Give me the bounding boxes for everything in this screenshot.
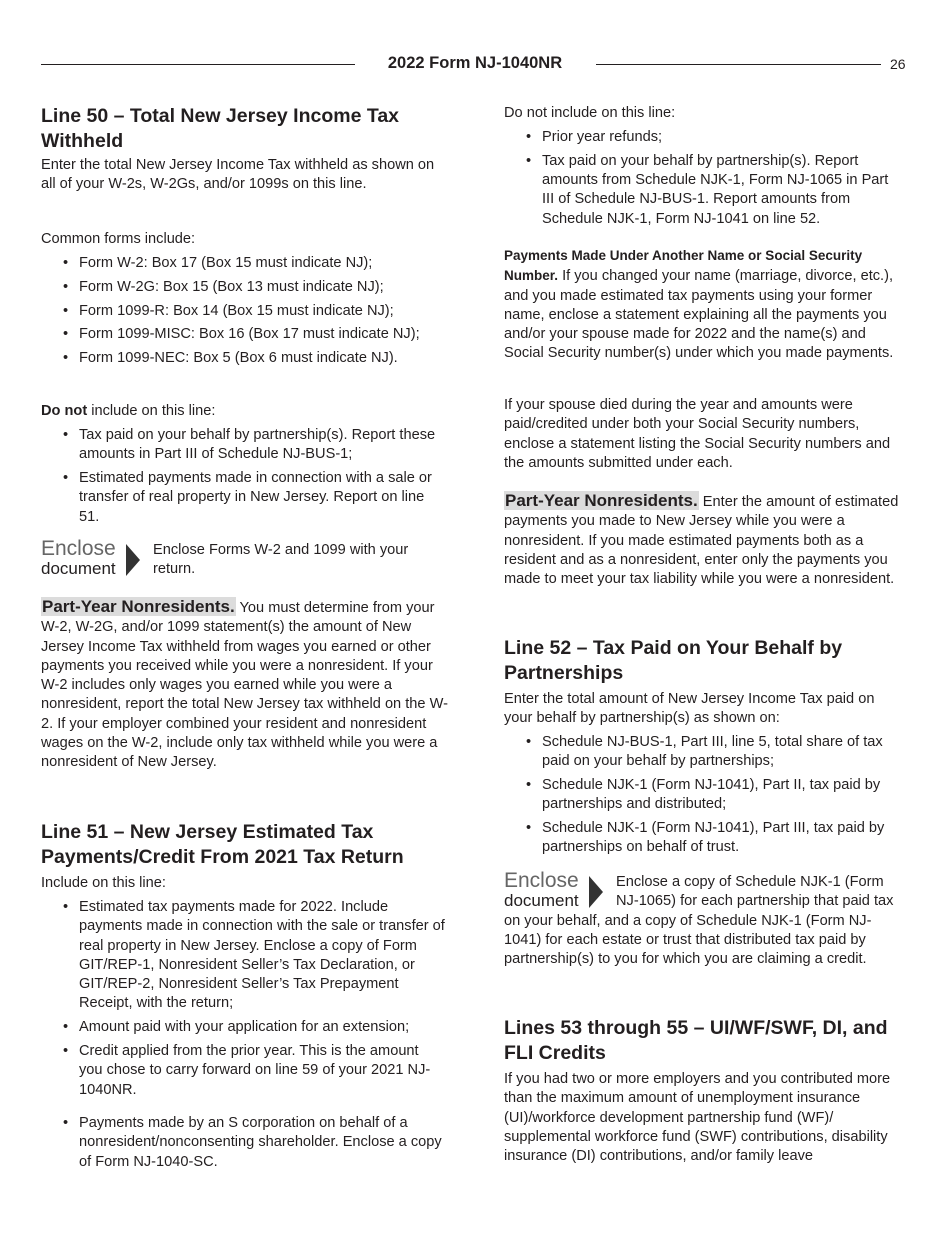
list-item: • Estimated payments made in connection with a sale or transfer of real property in New Jersey. Report on line 51. [79, 469, 446, 527]
list-item: • Tax paid on your behalf by partnership(s). Report these amounts in Part III of Schedule NJ-BUS-1; [79, 426, 446, 465]
icon-text: Enclose [41, 537, 116, 560]
icon-text: document [504, 891, 579, 910]
spouse-paragraph: If your spouse died during the year and amounts were paid/credited under both your Social Security numbers, enclose a statement listing the Social Security numbers and the amounts submitted under each. [504, 397, 891, 471]
list-item: • Estimated tax payments made for 2022. Include payments made in connection with the sale or transfer of real property in New Jersey. Enclose a copy of Form GIT/REP-1, Nonresident Seller’s Tax Declaration, or GIT/REP-2, Nonresident Seller’s Tax Prepayment Receipt, with the return; [79, 898, 446, 1014]
list-item: • Form W-2G: Box 15 (Box 13 must indicate NJ); [79, 278, 446, 297]
line51-exclusions [504, 128, 900, 233]
list-item: • Form 1099-R: Box 14 (Box 15 must indicate NJ); [79, 302, 446, 321]
section-heading: Line 52 – Tax Paid on Your Behalf by Partnerships [504, 637, 843, 684]
enclose-document-icon [41, 537, 153, 581]
list-item: • Schedule NJK-1 (Form NJ-1041), Part II, tax paid by partnerships and distributed; [542, 776, 900, 815]
section-heading: Lines 53 through 55 – UI/WF/SWF, DI, and FLI Credits [504, 1017, 888, 1064]
line52-heading-block [504, 636, 899, 685]
icon-text: document [41, 559, 116, 578]
donot-bold: Do not [41, 403, 88, 419]
part-year-text: Enter the amount of estimated payments you made to New Jersey while you were a nonresident. If you made estimated payments both as a resident and as a nonresident, enter only the payments you made to meet your tax liability while you were a nonresident. [504, 494, 899, 588]
list-item: • Form W-2: Box 17 (Box 15 must indicate NJ); [79, 254, 446, 273]
other-name-text: If you changed your name (marriage, divorce, etc.), and you made estimated tax payments using your former name, enclose a statement explaining all the payments you and/or your spouse made for 2022 and the name(s) and Social Security number(s) under which you made payments. [504, 268, 894, 362]
line50-common: Common forms include: [41, 231, 196, 247]
line51-intro: Include on this line: [41, 875, 166, 891]
enclose-text: Enclose a copy of Schedule NJK-1 (Form NJ-1065) for each partnership that paid tax on your behalf, and a copy of Schedule NJK-1 (Form NJ-1041) for each estate or trust that distributed tax paid by partnership(s) to you for which you are claiming a credit. [504, 874, 894, 968]
other-name-label: Payments Made Under Another Name or Social Security Number. [504, 248, 863, 284]
list-item: • Schedule NJ-BUS-1, Part III, line 5, total share of tax paid on your behalf by partnerships; [542, 733, 900, 772]
list-item: • Amount paid with your application for an extension; [79, 1018, 446, 1037]
part-year-text: You must determine from your W-2, W-2G, and/or 1099 statement(s) the amount of New Jersey Income Tax withheld from wages you earned or other payments you received while you were a nonresident. If your W-2 includes only wages you earned while you were a nonresident, report the total New Jersey tax withheld on the W-2. If your employer combined your resident and nonresident wages on the W-2, include only tax withheld while you were a nonresident of New Jersey. [41, 600, 448, 771]
line53-heading-block [504, 1016, 899, 1065]
list-item: • Credit applied from the prior year. This is the amount you chose to carry forward on line 59 of your 2021 NJ-1040NR. [79, 1042, 446, 1100]
line50-forms-list [41, 254, 446, 373]
part-year-label: Part-Year Nonresidents. [42, 597, 235, 616]
line51-items [41, 898, 446, 1176]
line51-part-year [504, 491, 899, 589]
enclose-note [504, 869, 899, 969]
form-title: 2022 Form NJ-1040NR [387, 54, 563, 72]
enclose-text: Enclose Forms W-2 and 1099 with your return. [153, 542, 409, 578]
list-item: • Tax paid on your behalf by partnership(s). Report amounts from Schedule NJK-1, Form NJ-1065 in Part III of Schedule NJ-BUS-1. Report amounts from Schedule NJK-1, Form NJ-1041 on line 52. [542, 152, 900, 229]
other-name-paragraph [504, 246, 899, 364]
line50-part-year [41, 597, 449, 773]
line51-donot: Do not include on this line: [504, 105, 676, 121]
list-item: • Prior year refunds; [542, 128, 900, 147]
icon-text: Enclose [504, 869, 579, 892]
section-heading: Line 51 – New Jersey Estimated Tax Payments/Credit From 2021 Tax Return [41, 821, 404, 868]
arrow-icon [126, 544, 140, 576]
enclose-document-icon [504, 869, 616, 911]
line50-exclusions [41, 426, 446, 531]
line50-intro: Enter the total New Jersey Income Tax withheld as shown on all of your W-2s, W-2Gs, and/or 1099s on this line. [41, 157, 435, 193]
section-heading: Line 50 – Total New Jersey Income Tax Withheld [41, 105, 400, 152]
line52-intro: Enter the total amount of New Jersey Income Tax paid on your behalf by partnership(s) as shown on: [504, 691, 875, 727]
list-item: • Form 1099-MISC: Box 16 (Box 17 must indicate NJ); [79, 325, 446, 344]
list-item: • Schedule NJK-1 (Form NJ-1041), Part III, tax paid by partnerships on behalf of trust. [542, 819, 900, 858]
part-year-label: Part-Year Nonresidents. [505, 491, 698, 510]
line52-items [504, 733, 900, 862]
line53-intro: If you had two or more employers and you contributed more than the maximum amount of unemployment insurance (UI)/workforce development partnership fund (WF)/ supplemental workforce fund (SWF) contributions, disability insurance (DI) contributions, and/or family leave [504, 1071, 891, 1165]
donot-rest: include on this line: [87, 403, 216, 419]
line51-heading-block [41, 820, 446, 869]
enclose-note [41, 537, 446, 580]
arrow-icon [589, 876, 603, 908]
line50-heading-block [41, 104, 446, 153]
list-item: • Payments made by an S corporation on behalf of a nonresident/nonconsenting shareholder. Enclose a copy of Form NJ-1040-SC. [79, 1114, 446, 1172]
list-item: • Form 1099-NEC: Box 5 (Box 6 must indicate NJ). [79, 349, 446, 368]
page-number: 26 [890, 56, 906, 72]
line50-donot [41, 402, 446, 421]
header-rule-right [596, 64, 881, 65]
